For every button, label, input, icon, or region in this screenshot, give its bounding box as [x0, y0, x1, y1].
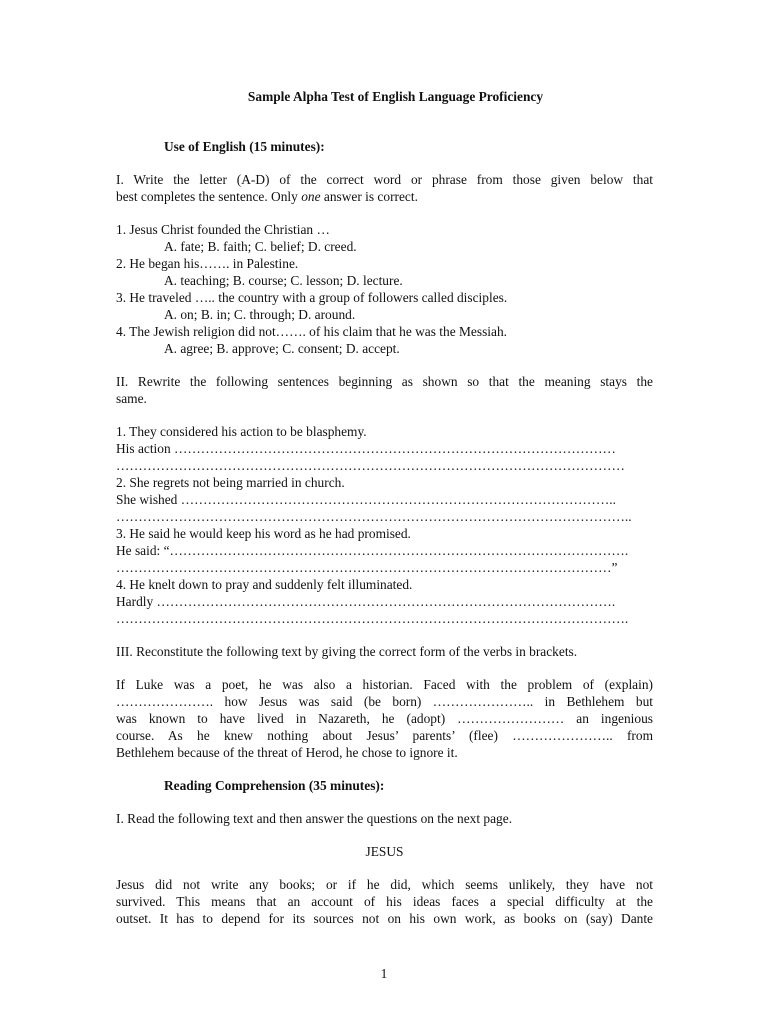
part1-instruction-line1: I. Write the letter (A-D) of the correct word or phrase from those given below that	[116, 172, 653, 187]
passage-line-5: Bethlehem because of the threat of Herod, he chose to ignore it.	[116, 745, 458, 760]
rewrite-sentence-1: 1. They considered his action to be blasphemy.	[116, 424, 367, 439]
rewrite-answer-4-continuation: …………………………………………………………………………………………………….	[116, 611, 629, 626]
passage-line-1: If Luke was a poet, he was also a historian. Faced with the problem of (explain)	[116, 677, 653, 692]
part2-instruction-line1: II. Rewrite the following sentences beginning as shown so that the meaning stays the	[116, 374, 653, 389]
part1-instruction-text-b: answer is correct.	[320, 189, 418, 204]
rewrite-sentence-2: 2. She regrets not being married in church.	[116, 475, 345, 490]
page-number: 1	[380, 966, 388, 981]
document-title: Sample Alpha Test of English Language Proficiency	[247, 89, 544, 104]
rewrite-answer-1-continuation: ……………………………………………………………………………………………………	[116, 458, 625, 473]
question-3-options: A. on; B. in; C. through; D. around.	[164, 307, 356, 322]
reading-instruction: I. Read the following text and then answer the questions on the next page.	[116, 811, 513, 826]
part3-instruction: III. Reconstitute the following text by giving the correct form of the verbs in brackets.	[116, 644, 578, 659]
question-2: 2. He began his……. in Palestine.	[116, 256, 299, 271]
part2-instruction-line2: same.	[116, 391, 147, 406]
use-of-english-heading: Use of English (15 minutes):	[164, 139, 325, 154]
passage-line-4: course. As he knew nothing about Jesus’ parents’ (flee) ………………….. from	[116, 728, 653, 743]
reading-line-2: survived. This means that an account of his ideas faces a special difficulty at the	[116, 894, 653, 909]
part1-instruction-line2	[116, 188, 653, 205]
reading-line-3: outset. It has to depend for its sources not on his own work, as books on (say) Dante	[116, 911, 653, 926]
passage-line-3: was known to have lived in Nazareth, he (adopt) …………………… an ingenious	[116, 711, 653, 726]
question-4-options: A. agree; B. approve; C. consent; D. accept.	[164, 341, 400, 356]
reading-text-title: JESUS	[365, 844, 404, 859]
rewrite-answer-2-continuation: ……………………………………………………………………………………………………..	[116, 509, 632, 524]
rewrite-answer-3-start: He said: “………………………………………………………………………………………….	[116, 543, 629, 558]
reading-line-1: Jesus did not write any books; or if he did, which seems unlikely, they have not	[116, 877, 653, 892]
rewrite-answer-3-continuation: …………………………………………………………………………………………………”	[116, 560, 618, 575]
part1-instruction-emphasis: one	[301, 189, 321, 204]
question-3: 3. He traveled ….. the country with a group of followers called disciples.	[116, 290, 508, 305]
question-1: 1. Jesus Christ founded the Christian …	[116, 222, 330, 237]
question-4: 4. The Jewish religion did not……. of his claim that he was the Messiah.	[116, 324, 507, 339]
question-1-options: A. fate; B. faith; C. belief; D. creed.	[164, 239, 357, 254]
rewrite-answer-2-start: She wished ……………………………………………………………………………………..	[116, 492, 616, 507]
passage-line-2: …………………. how Jesus was said (be born) ………………….. in Bethlehem but	[116, 694, 653, 709]
rewrite-answer-1-start: His action ………………………………………………………………………………………	[116, 441, 616, 456]
page-content	[116, 88, 653, 927]
part1-instruction-text-a: best completes the sentence. Only	[116, 189, 302, 204]
rewrite-sentence-4: 4. He knelt down to pray and suddenly felt illuminated.	[116, 577, 413, 592]
question-2-options: A. teaching; B. course; C. lesson; D. lecture.	[164, 273, 403, 288]
rewrite-answer-4-start: Hardly ………………………………………………………………………………………….	[116, 594, 616, 609]
rewrite-sentence-3: 3. He said he would keep his word as he had promised.	[116, 526, 411, 541]
reading-heading: Reading Comprehension (35 minutes):	[164, 778, 385, 793]
